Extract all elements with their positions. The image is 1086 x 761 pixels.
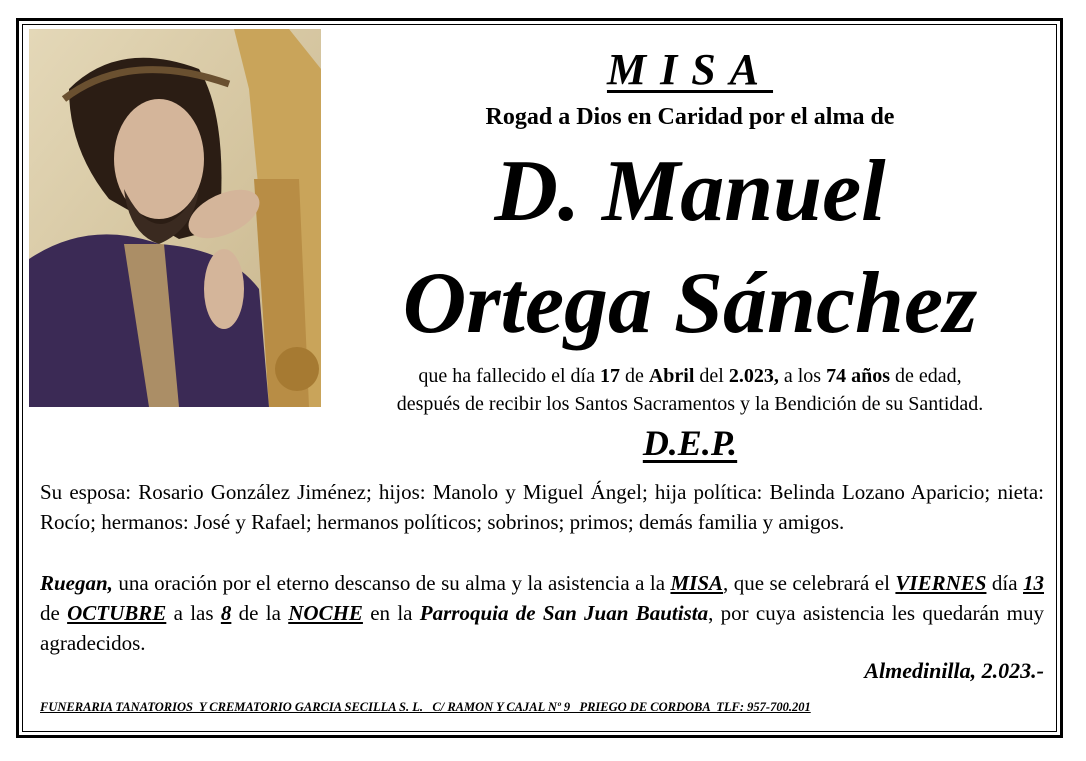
place-date: Almedinilla, 2.023.- — [864, 658, 1044, 683]
funeral-home-footer: FUNERARIA TANATORIOS Y CREMATORIO GARCIA SECILLA S. L. C/ RAMON Y CAJAL Nº 9 PRIEGO DE CORDOBA TLF: 957-700.201 — [40, 700, 811, 714]
rogad-line: Rogad a Dios en Caridad por el alma de — [485, 104, 895, 130]
deceased-name-line2: Ortega Sánchez — [402, 255, 978, 352]
death-details: que ha fallecido el día 17 de Abril del 2.023, a los 74 años de edad, después de recibir los Santos Sacramentos y la Bendición de su Santidad. — [396, 365, 984, 415]
mass-heading: MISA — [606, 45, 774, 94]
family-paragraph: Su esposa: Rosario González Jiménez; hijos: Manolo y Miguel Ángel; hija política: Belinda Lozano Aparicio; nieta: Rocío; hermanos: José y Rafael; hermanos políticos; sobrinos; primos; demás familia y amigos. — [40, 480, 1044, 534]
religious-statue-image — [29, 29, 321, 407]
ruegan-paragraph: Ruegan, una oración por el eterno descanso de su alma y la asistencia a la MISA, que se celebrará el VIERNES día 13 de OCTUBRE a las 8 de la NOCHE en la Parroquia de San Juan Bautista, por cuya asistencia les quedarán muy agradecidos. — [40, 571, 1045, 655]
dep-label: D.E.P. — [642, 423, 738, 463]
deceased-name-line1: D. Manuel — [494, 143, 886, 240]
